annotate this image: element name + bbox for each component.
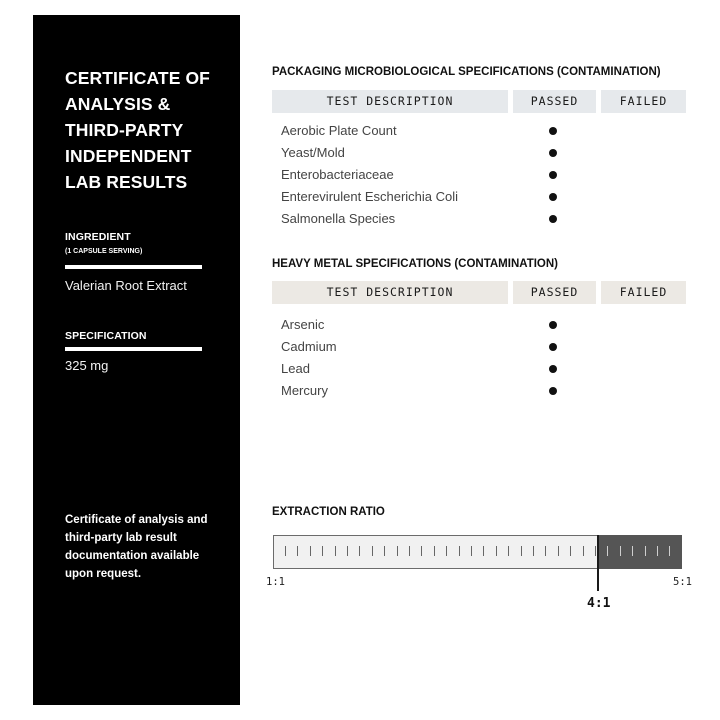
certificate-title: CERTIFICATE OF ANALYSIS & THIRD-PARTY INDEPENDENT LAB RESULTS xyxy=(65,68,210,192)
micro-result-dot xyxy=(549,127,557,135)
metal-result-dot xyxy=(549,387,557,395)
ratio-selected-label: 4:1 xyxy=(587,596,611,611)
ratio-tick xyxy=(397,546,398,556)
ratio-selected-marker xyxy=(597,535,599,591)
micro-test-label: Yeast/Mold xyxy=(281,145,345,160)
sidebar xyxy=(33,15,240,705)
ratio-tick xyxy=(347,546,348,556)
ratio-tick xyxy=(607,546,608,556)
ratio-tick xyxy=(545,546,546,556)
ratio-tick xyxy=(657,546,658,556)
metal-test-label: Arsenic xyxy=(281,317,325,332)
metal-result-dot xyxy=(549,343,557,351)
micro-header-description: TEST DESCRIPTION xyxy=(272,90,508,113)
ratio-tick xyxy=(570,546,571,556)
documentation-note: Certificate of analysis and third-party lab result documentation available upon request. xyxy=(65,514,208,580)
ratio-tick xyxy=(471,546,472,556)
micro-test-label: Salmonella Species xyxy=(281,211,396,226)
heavy-metal-title: HEAVY METAL SPECIFICATIONS (CONTAMINATION) xyxy=(272,258,559,270)
ratio-tick xyxy=(322,546,323,556)
metal-test-label: Lead xyxy=(281,361,310,376)
micro-result-dot xyxy=(549,215,557,223)
metal-header-description: TEST DESCRIPTION xyxy=(272,281,508,304)
ratio-tick xyxy=(359,546,360,556)
ratio-tick xyxy=(446,546,447,556)
ratio-tick xyxy=(409,546,410,556)
ratio-max-label: 5:1 xyxy=(673,576,692,588)
ingredient-value: Valerian Root Extract xyxy=(65,278,187,293)
ratio-tick xyxy=(595,546,596,556)
ratio-tick xyxy=(310,546,311,556)
ratio-tick xyxy=(669,546,670,556)
ratio-tick xyxy=(372,546,373,556)
metal-result-dot xyxy=(549,365,557,373)
metal-result-dot xyxy=(549,321,557,329)
micro-test-label: Enterevirulent Escherichia Coli xyxy=(281,189,459,204)
ratio-tick xyxy=(521,546,522,556)
ratio-tick xyxy=(583,546,584,556)
ratio-tick xyxy=(285,546,286,556)
micro-result-dot xyxy=(549,149,557,157)
ratio-tick xyxy=(645,546,646,556)
ratio-tick xyxy=(483,546,484,556)
micro-result-dot xyxy=(549,171,557,179)
specification-label: SPECIFICATION xyxy=(65,330,147,342)
ratio-tick xyxy=(384,546,385,556)
metal-test-label: Cadmium xyxy=(281,339,337,354)
extraction-ratio-title: EXTRACTION RATIO xyxy=(272,506,385,518)
micro-result-dot xyxy=(549,193,557,201)
ratio-tick xyxy=(558,546,559,556)
micro-test-label: Aerobic Plate Count xyxy=(281,123,397,138)
ratio-min-label: 1:1 xyxy=(266,576,285,588)
specification-divider xyxy=(65,347,202,351)
micro-header-passed: PASSED xyxy=(513,90,596,113)
ratio-tick xyxy=(459,546,460,556)
specification-value: 325 mg xyxy=(65,358,109,373)
ratio-tick xyxy=(335,546,336,556)
ratio-tick xyxy=(632,546,633,556)
micro-test-label: Enterobacteriaceae xyxy=(281,167,394,182)
ratio-tick xyxy=(421,546,422,556)
microbiological-title: PACKAGING MICROBIOLOGICAL SPECIFICATIONS (CONTAMINATION) xyxy=(272,66,661,78)
ingredient-serving-note: (1 CAPSULE SERVING) xyxy=(65,248,143,255)
ingredient-label: INGREDIENT xyxy=(65,231,131,243)
ratio-tick xyxy=(508,546,509,556)
ingredient-divider xyxy=(65,265,202,269)
extraction-ratio-bar xyxy=(273,535,682,569)
ratio-tick xyxy=(533,546,534,556)
micro-header-failed: FAILED xyxy=(601,90,686,113)
ratio-tick xyxy=(496,546,497,556)
ratio-tick xyxy=(434,546,435,556)
ratio-tick xyxy=(297,546,298,556)
metal-header-failed: FAILED xyxy=(601,281,686,304)
ratio-tick xyxy=(620,546,621,556)
metal-test-label: Mercury xyxy=(281,383,328,398)
metal-header-passed: PASSED xyxy=(513,281,596,304)
